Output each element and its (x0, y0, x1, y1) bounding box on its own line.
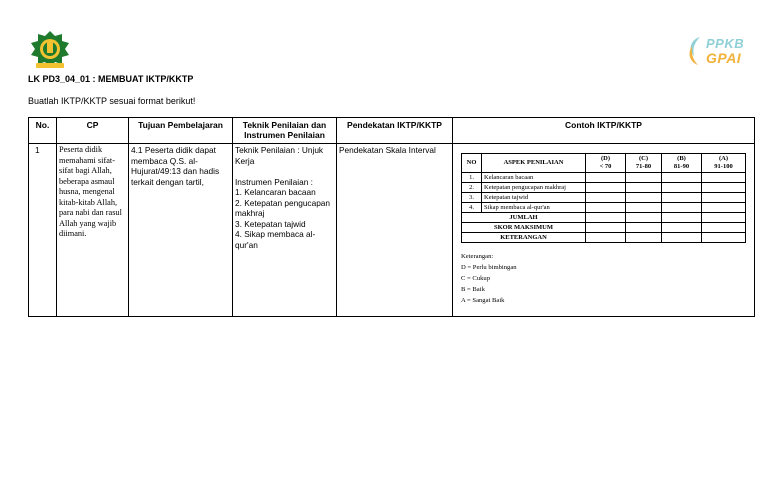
cell-tujuan: 4.1 Peserta didik dapat membaca Q.S. al-Hujurat/49:13 dan hadis terkait dengan tartil, (129, 144, 233, 317)
teknik-line: 4. Sikap membaca al-qur'an (235, 229, 316, 250)
rubric-header-no: NO (462, 154, 482, 173)
teknik-line: Instrumen Penilaian : (235, 176, 313, 187)
keterangan-item: B = Baik (461, 286, 485, 293)
cell-pendekatan: Pendekatan Skala Interval (337, 144, 453, 317)
ppkb-gpai-logo (686, 34, 748, 68)
logo-text-gpai: GPAI (706, 50, 742, 66)
iktp-table (28, 117, 755, 317)
keterangan-block (461, 251, 746, 306)
table-row (29, 144, 755, 317)
rubric-header-b: (B) 81-90 (662, 154, 702, 173)
teknik-line: Teknik Penilaian : Unjuk Kerja (235, 145, 324, 166)
rubric-summary-row: SKOR MAKSIMUM (462, 223, 746, 233)
cell-cp: Peserta didik memahami sifat-sifat bagi Allah, beberapa asmaul husna, mengenal kitab-kitab Allah, para nabi dan rasul Allah yang wajib diimani. (57, 144, 129, 317)
instruction-text: Buatlah IKTP/KKTP sesuai format berikut! (28, 96, 196, 106)
rubric-row: 4. Sikap membaca al-qur'an (462, 203, 746, 213)
document-title: LK PD3_04_01 : MEMBUAT IKTP/KKTP (28, 74, 194, 84)
rubric-summary-row: KETERANGAN (462, 233, 746, 243)
keterangan-title: Keterangan: (461, 253, 494, 260)
keterangan-item: A = Sangat Baik (461, 297, 505, 304)
logo-text-ppkb: PPKB (706, 36, 745, 51)
rubric-summary-row: JUMLAH (462, 213, 746, 223)
leaf-swoosh-icon (686, 34, 708, 68)
table-header-row (29, 118, 755, 144)
header-pendekatan: Pendekatan IKTP/KKTP (337, 118, 453, 144)
rubric-header-row (462, 154, 746, 173)
header-cp: CP (57, 118, 129, 144)
rubric-row: 1. Kelancaran bacaan (462, 173, 746, 183)
rubric-row: 3. Ketepatan tajwid (462, 193, 746, 203)
keterangan-item: C = Cukup (461, 275, 490, 282)
header-no: No. (29, 118, 57, 144)
cell-no: 1 (29, 144, 57, 317)
kemenag-logo (28, 30, 72, 70)
rubric-header-c: (C) 71-80 (626, 154, 662, 173)
header-teknik: Teknik Penilaian dan Instrumen Penilaian (233, 118, 337, 144)
header-tujuan: Tujuan Pembelajaran (129, 118, 233, 144)
keterangan-item: D = Perlu bimbingan (461, 264, 517, 271)
teknik-line: 3. Ketepatan tajwid (235, 218, 306, 229)
rubric-header-a: (A) 91-100 (702, 154, 746, 173)
kemenag-emblem-icon (28, 30, 72, 70)
rubric-header-aspek: ASPEK PENILAIAN (482, 154, 586, 173)
cell-teknik (233, 144, 337, 317)
teknik-line: 2. Ketepatan pengucapan makhraj (235, 197, 331, 218)
teknik-line: 1. Kelancaran bacaan (235, 187, 316, 197)
rubric-row: 2. Ketepatan pengucapan makhraj (462, 183, 746, 193)
rubric-table (461, 153, 746, 243)
teknik-line (235, 166, 334, 177)
header-contoh: Contoh IKTP/KKTP (453, 118, 755, 144)
cell-contoh (453, 144, 755, 317)
rubric-header-d: (D) < 70 (586, 154, 626, 173)
